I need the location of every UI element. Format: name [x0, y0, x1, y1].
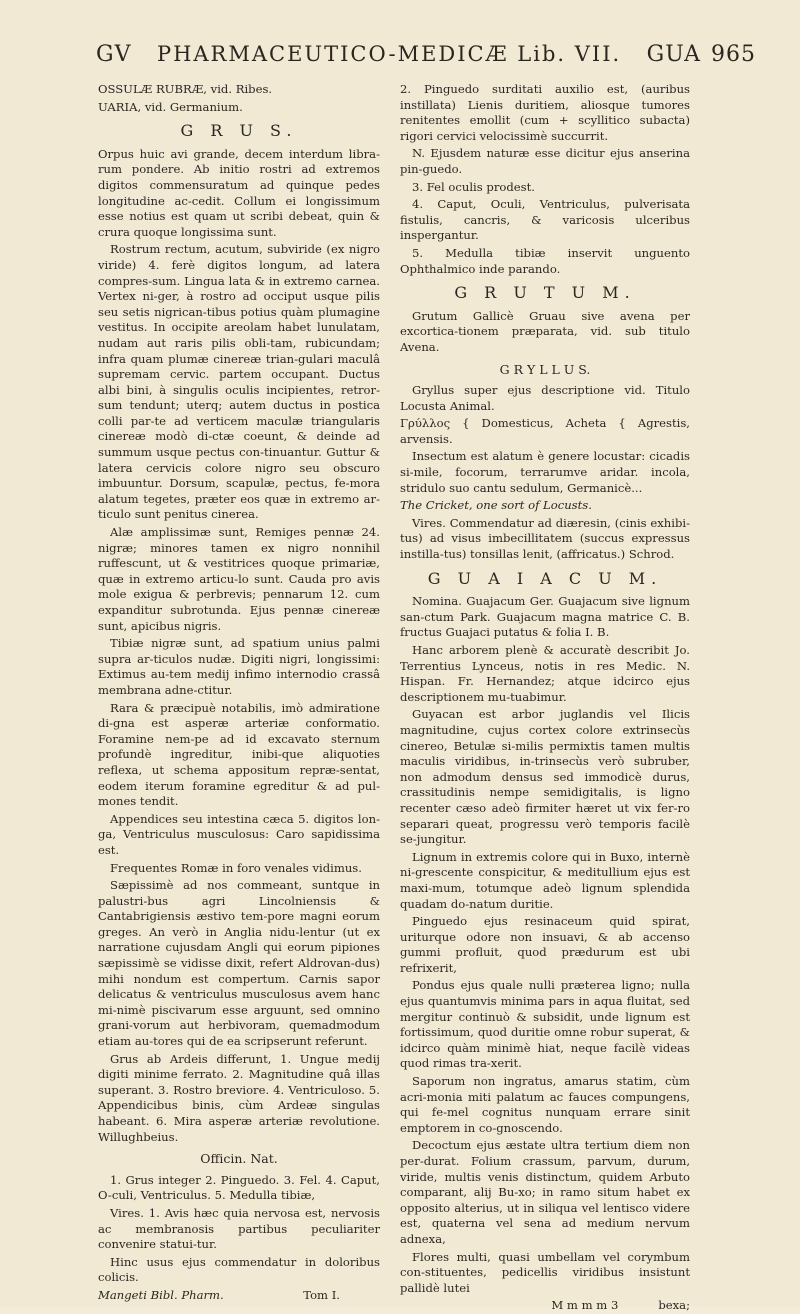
header-right-catchword: GUA [646, 42, 701, 67]
gryllus-paragraph: The Cricket, one sort of Locusts. [400, 498, 592, 513]
gryllus-paragraph: Vires. Commendatur ad diæresin, (cinis exhibi-tus) ad visus imbecillitatem (succus expressus instilla-tus) tonsillas lenit, (affricatus.) Schrod. [400, 515, 690, 562]
grus-paragraph: Rara & præcipuè notabilis, imò admiratione di-gna est asperæ arteriæ conformatio. Foramine nem-pe ad id excavato sternum profundè ingreditur, inibi-que aliquoties reflexa, ut schema appositum repræ-sentat, eodem iterum foramine egreditur & ad pul-mones tendit. [98, 700, 380, 809]
running-header [96, 42, 756, 67]
guaiacum-paragraph: Nomina. Guajacum Ger. Guajacum sive lignum san-ctum Park. Guajacum magna matrice C. B. fructus Guajaci putatus & folia I. B. [400, 594, 690, 640]
grus-paragraph: Grus ab Ardeis differunt, 1. Ungue medij digiti minime ferrato. 2. Magnitudine quâ illas superant. 3. Rostro breviore. 4. Ventriculoso. 5. Appendicibus binis, cùm Ardeæ singulas habeant. 6. Mira asperæ arteriæ revolutione. Willughbeius. [98, 1051, 380, 1144]
gryllus-paragraph: Insectum est alatum è genere locustar: cicadis si-mile, focorum, terrarumve aridar. incola, stridulo suo cantu sedulum, Germanicè... [400, 449, 690, 495]
signature-mark: M m m m 3 [551, 1298, 619, 1313]
grus-continued: 4. Caput, Oculi, Ventriculus, pulverisata fistulis, cancris, & varicosis ulceribus inspergantur. [400, 197, 690, 243]
grus-continued: 3. Fel oculis prodest. [412, 179, 535, 194]
grus-paragraph: Alæ amplissimæ sunt, Remiges pennæ 24. nigræ; minores tamen ex nigro nonnihil ruffescunt, ut & vestitrices quoque primariæ, quæ in extremo articu-lo sunt. Cauda pro avis mole exigua & perbrevis; pennarum 12. cum expanditur subrotunda. Ejus pennæ cinereæ sunt, apicibus nigris. [98, 525, 380, 633]
gryllus-paragraph: Gryllus super ejus descriptione vid. Titulo Locusta Animal. [400, 383, 690, 413]
vires-text: Vires. 1. Avis hæc quia nervosa est, nervosis ac membranosis partibus peculiariter convenire statui-tur. [98, 1205, 380, 1252]
grus-paragraph: Appendices seu intestina cæca 5. digitos lon-ga, Ventriculus musculosus: Caro sapidissima est. [98, 811, 380, 857]
grus-continued: 5. Medulla tibiæ inservit unguento Ophthalmico inde parando. [400, 245, 690, 276]
footer-volume: Tom I. [303, 1287, 340, 1302]
grus-paragraph: Rostrum rectum, acutum, subviride (ex nigro viride) 4. ferè digitos longum, ad latera compres-sum. Lingua lata & in extremo carnea. Vertex ni-ger, à rostro ad occiput usque pilis seu setis nigrican-tibus potius quàm plumagine vestitus. In occipite areolam habet lunulatam, nudam aut raris pilis obli-tam, rubicundam; infra quam plumæ cinereæ trian-gulari maculâ supremam cervic. partem occupant. Ductus albi bini, à singulis oculis incipientes, retror-sum tendunt; uterq; autem ductus in postica colli par-te ad verticem maculæ triangularis cinereæ modò di-ctæ coeunt, & deinde ad summum usque pectus con-tinuantur. Guttur & latera cervicis colore nigro seu obscuro imbuuntur. Dorsum, scapulæ, pectus, fe-mora alatum tegetes, præter eos quæ in extremo ar-ticulo sunt penitus cinerea. [98, 242, 380, 522]
gryllus-paragraph: Γρύλλος { Domesticus, Acheta { Agrestis, arvensis. [400, 416, 690, 446]
heading-officin: Officin. Nat. [200, 1151, 278, 1167]
entry-ossulae: OSSULÆ RUBRÆ, vid. Ribes. [98, 82, 273, 96]
guaiacum-paragraph: Pondus ejus quale nulli præterea ligno; nulla ejus quantumvis minima pars in aqua fluitat, sed mergitur continuò & subsidit, unde lignum est fortissimum, quod duritie omne robur superat, & idcirco quàm minimè hiat, neque facilè videas quod rimas tra-xerit. [400, 978, 690, 1071]
heading-gryllus: G R Y L L U S. [499, 361, 591, 377]
guaiacum-paragraph: Saporum non ingratus, amarus statim, cùm acri-monia miti palatum ac fauces compungens, qui fe-mel cognitus nunquam errare sinit emptorem in co-gnoscendo. [400, 1074, 690, 1135]
heading-grutum: G R U T U M. [454, 283, 636, 303]
right-column [400, 82, 690, 1314]
heading-guaiacum: G U A I A C U M. [427, 568, 663, 588]
page-number: 965 [711, 42, 756, 67]
grus-continued: 2. Pinguedo surditati auxilio est, (auribus instillata) Lienis duritiem, aliosque tumores renitentes emollit (cum + scyllitico subacta) rigori cervici velocissimè succurrit. [400, 82, 690, 143]
guaiacum-paragraph: Hanc arborem plenè & accuratè describit Jo. Terrentius Lynceus, notis in res Medic. N. Hispan. Fr. Hernandez; atque idcirco ejus descriptionem mu-tuabimur. [400, 643, 690, 704]
guaiacum-paragraph: Pinguedo ejus resinaceum quid spirat, uriturque odore non insuavi, & ab accenso gummi profluit, quod prædurum est ubi refrixerit, [400, 914, 690, 975]
grus-paragraph: Orpus huic avi grande, decem interdum libra-rum pondere. Ab initio rostri ad extremos digitos commensuratum ad quinque pedes longitudine ac-cedit. Collum ei longissimum esse notius est quam ut scribi debeat, quin & crura quoque longissima sunt. [98, 146, 380, 239]
guaiacum-paragraph: Decoctum ejus æstate ultra tertium diem non per-durat. Folium crassum, parvum, durum, viride, multis venis distinctum, quidem Arbuto comparant, alij Bu-xo; in ramo situm habet ex opposito alterius, ut in siliqua vel lentisco videre est, quaterna vel sena ad medium nervum adnexa, [400, 1138, 690, 1246]
hinc-text: Hinc usus ejus commendatur in doloribus colicis. [98, 1254, 380, 1285]
grus-continued: N. Ejusdem naturæ esse dicitur ejus anserina pin-guedo. [400, 146, 690, 176]
header-title: PHARMACEUTICO-MEDICÆ Lib. VII. [156, 42, 622, 66]
guaiacum-paragraph: Flores multi, quasi umbellam vel corymbum con-stituentes, pedicellis viridibus insistunt pallidè lutei [400, 1249, 690, 1295]
right-footer [400, 1298, 690, 1314]
officin-text: 1. Grus integer 2. Pinguedo. 3. Fel. 4. Caput, O-culi, Ventriculus. 5. Medulla tibiæ, [98, 1172, 380, 1203]
footer-source: Mangeti Bibl. Pharm. [98, 1287, 224, 1302]
grus-paragraph: Sæpissimè ad nos commeant, suntque in palustri-bus agri Lincolniensis & Cantabrigiensis æstivo tem-pore magni eorum greges. An verò in Anglia nidu-lentur (ut ex narratione cujusdam Angli qui eorum pipiones sæpissimè se vidisse dixit, refert Aldrovan-dus) mihi nondum est compertum. Carnis sapor delicatus & ventriculus musculosus avem hanc mi-nimè piscivarum esse arguunt, sed omnino grani-vorum aut herbivoram, quemadmodum etiam au-tores qui de ea scripserunt referunt. [98, 878, 380, 1049]
left-footer [98, 1288, 380, 1304]
left-column [98, 82, 380, 1304]
entry-uaria: UARIA, vid. Germanium. [98, 99, 243, 114]
header-left-catchword: GV [96, 42, 132, 67]
grus-paragraph: Frequentes Romæ in foro venales vidimus. [110, 860, 362, 875]
guaiacum-paragraph: Lignum in extremis colore qui in Buxo, internè ni-grescente conspicitur, & meditullium ejus est maxi-mum, totumque adeò lignum splendida quadam do-natum duritie. [400, 849, 690, 911]
heading-grus: G R U S. [180, 121, 298, 141]
guaiacum-paragraph: Guyacan est arbor juglandis vel Ilicis magnitudine, cujus cortex colore extrinsecùs cinereo, Betulæ si-milis permixtis tamen multis maculis viridibus, in-trinsecùs verò subruber, non admodum densus sed immodicè durus, crassitudinis nempe semidigitalis, is ligno recenter cæso adeò firmiter hæret ut vix fer-ro separari queat, progressu verò temporis facilè se-jungitur. [400, 707, 690, 847]
catchword: bexa; [658, 1298, 690, 1313]
grutum-text: Grutum Gallicè Gruau sive avena per excortica-tionem præparata, vid. sub titulo Avena. [400, 308, 690, 354]
grus-paragraph: Tibiæ nigræ sunt, ad spatium unius palmi supra ar-ticulos nudæ. Digiti nigri, longissimi: Extimus au-tem medij infimo internodio crassâ membrana adne-ctitur. [98, 636, 380, 697]
